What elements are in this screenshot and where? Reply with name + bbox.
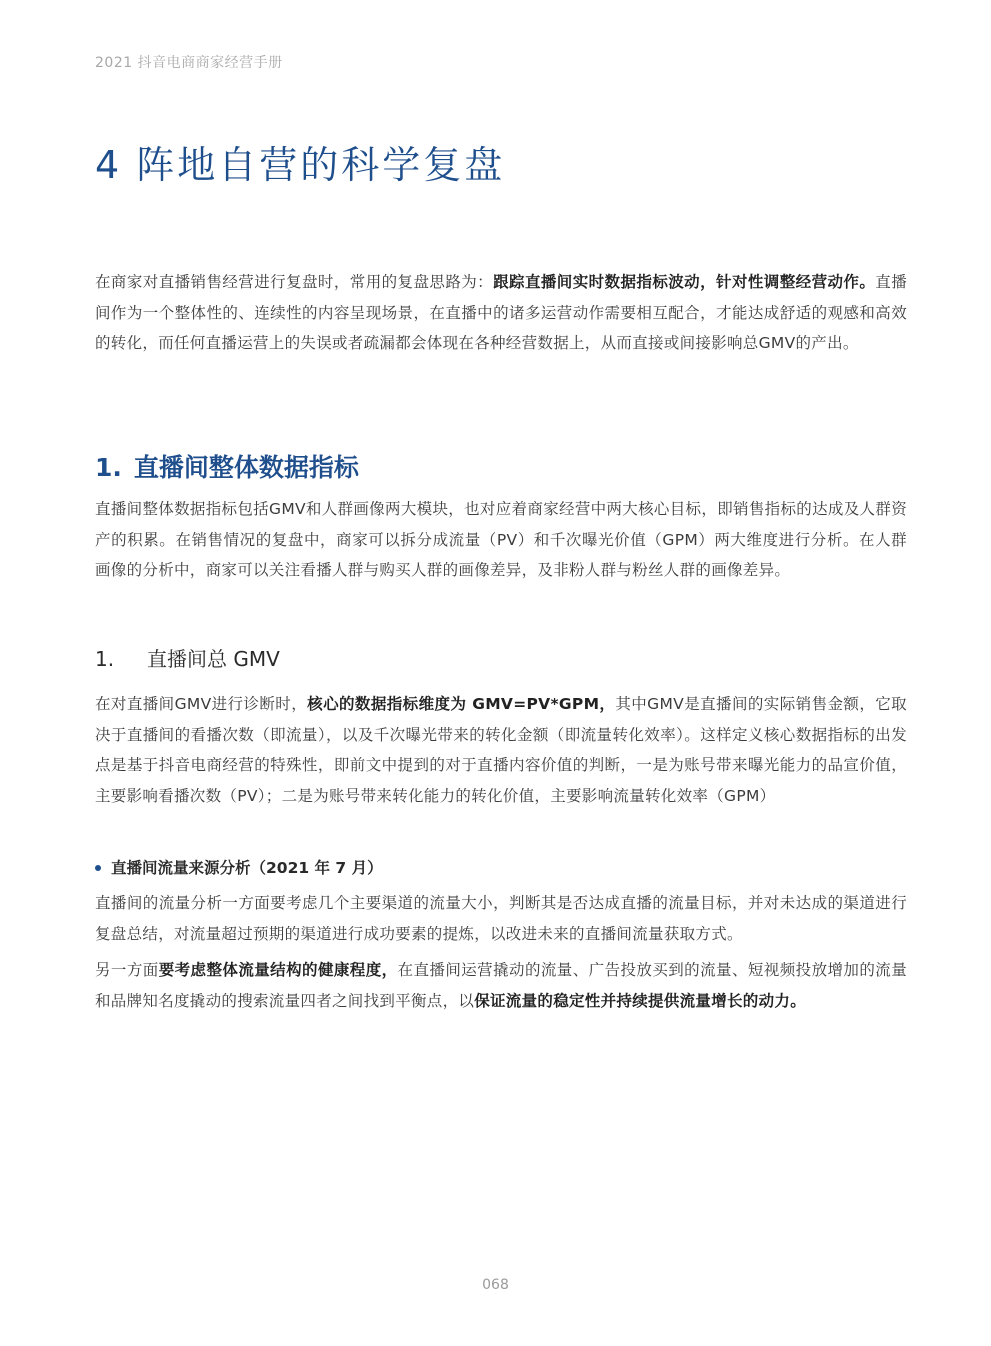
gmv-text-before: 在对直播间GMV进行诊断时， (95, 695, 308, 713)
traffic-paragraph-1: 直播间的流量分析一方面要考虑几个主要渠道的流量大小，判断其是否达成直播的流量目标，并对未达成的渠道进行复盘总结，对流量超过预期的渠道进行成功要素的提炼，以改进未来的直播间流量获取方式。 (95, 894, 907, 943)
bullet-item (95, 856, 383, 878)
gmv-bold: 核心的数据指标维度为 GMV=PV*GPM， (307, 695, 616, 713)
gmv-paragraph (95, 689, 907, 811)
traffic2-text-before: 另一方面 (95, 961, 159, 979)
bullet-dot-icon (95, 865, 101, 871)
traffic2-bold-2: 保证流量的稳定性并持续提供流量增长的动力。 (474, 991, 807, 1010)
bullet-label: 直播间流量来源分析（2021 年 7 月） (111, 859, 383, 877)
intro-text-after: 直播间作为一个整体性的、连续性的内容呈现场景，在直播中的诸多运营动作需要相互配合，才能达成舒适的观感和高效的转化，而任何直播运营上的失误或者疏漏都会体现在各种经营数据上，从而直接或间接影响总GMV的产出。 (95, 273, 907, 352)
traffic2-text-middle: 在直播间运营撬动的流量、广告投放买到的流量、短视频投放增加的流量和品牌知名度撬动的搜索流量四者之间找到平衡点，以 (95, 961, 907, 1010)
section-title-text: 直播间整体数据指标 (133, 453, 359, 482)
page-number: 068 (482, 1277, 509, 1293)
subsection-number: 1. (95, 647, 115, 671)
gmv-text-after: 其中GMV是直播间的实际销售金额，它取决于直播间的看播次数（即流量），以及千次曝光带来的转化金额（即流量转化效率）。这样定义核心数据指标的出发点是基于抖音电商经营的特殊性，即前文中提到的对于直播内容价值的判断，一是为账号带来曝光能力的品宣价值，主要影响看播次数（PV）；二是为账号带来转化能力的转化价值，主要影响流量转化效率（GPM） (95, 695, 907, 805)
intro-paragraph (95, 267, 907, 359)
intro-text-before: 在商家对直播销售经营进行复盘时，常用的复盘思路为： (95, 273, 494, 291)
traffic-paragraph-2 (95, 955, 907, 1016)
chapter-title-text: 阵地自营的科学复盘 (136, 143, 506, 187)
section-number: 1. (95, 453, 122, 482)
section-paragraph: 直播间整体数据指标包括GMV和人群画像两大模块，也对应着商家经营中两大核心目标，即销售指标的达成及人群资产的积累。在销售情况的复盘中，商家可以拆分成流量（PV）和千次曝光价值（GPM）两大维度进行分析。在人群画像的分析中，商家可以关注看播人群与购买人群的画像差异，及非粉人群与粉丝人群的画像差异。 (95, 500, 907, 579)
traffic2-bold-1: 要考虑整体流量结构的健康程度， (158, 961, 398, 979)
chapter-title (95, 134, 505, 189)
subsection-title-text: 直播间总 GMV (147, 647, 280, 671)
section-title (95, 448, 359, 484)
chapter-number: 4 (95, 143, 123, 187)
running-header: 2021 抖音电商商家经营手册 (95, 55, 283, 71)
subsection-title (95, 643, 280, 672)
intro-bold: 跟踪直播间实时数据指标波动，针对性调整经营动作。 (493, 273, 876, 291)
